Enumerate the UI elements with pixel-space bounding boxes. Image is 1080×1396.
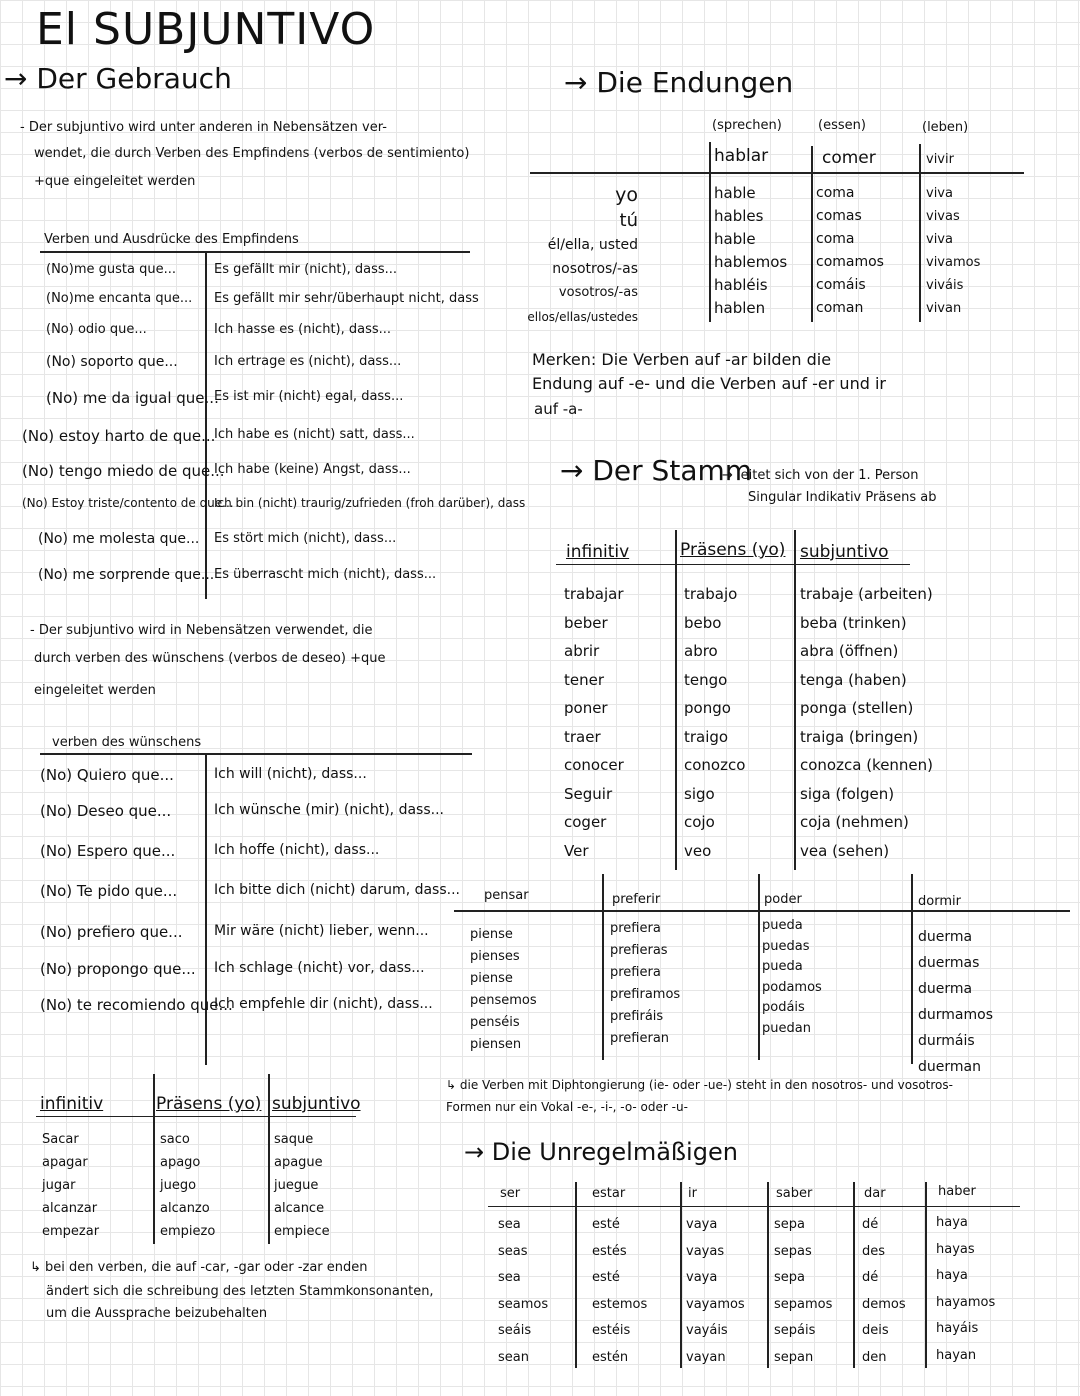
stamm-cell: traer [564,727,601,746]
orto-note-line-2: ändert sich die schreibung des letzten Stammkonsonanten, [46,1284,434,1299]
stamm-cell: conozca (kennen) [800,756,934,774]
endung-cell: hable [714,230,756,248]
stamm-cell: veo [684,841,712,860]
orto-header-praesens: Präsens (yo) [156,1094,262,1114]
unreg-cell: sepa [774,1270,805,1285]
endung-cell: viva [926,186,953,201]
section-heading-unregelmaessig: → Die Unregelmäßigen [464,1138,738,1166]
orto-cell: empiece [274,1224,330,1239]
orto-cell: alcanzo [160,1201,210,1216]
orto-note-line-3: um die Aussprache beizubehalten [46,1306,268,1321]
stamm-col-subjuntivo [800,580,933,865]
unreg-col-ir [686,1212,745,1371]
orto-cell: juegue [274,1178,319,1193]
endungen-col-vivir [926,182,980,320]
diptong-cell: puedan [762,1020,811,1036]
unreg-cell: estemos [592,1296,648,1312]
endungen-gloss-comer: (essen) [818,118,866,133]
unreg-header-haber: haber [938,1184,976,1199]
unreg-col-ser [498,1212,548,1371]
diptong-rule [454,910,1070,912]
orto-cell: saque [274,1132,314,1147]
orto-cell: empiezo [160,1224,216,1239]
diptong-cell: duerma [918,929,973,945]
unreg-cell: esté [592,1217,620,1232]
unreg-cell: seamos [498,1296,549,1312]
orto-header-subjuntivo: subjuntivo [272,1094,361,1114]
unreg-cell: haya [936,1268,968,1283]
wunsch-table-title: verben des wünschens [52,735,202,750]
endung-cell: hables [714,207,764,225]
stamm-cell: Seguir [564,784,613,803]
unreg-cell: sea [498,1270,521,1285]
wunsch-row-es: (No) Deseo que... [40,802,172,820]
unreg-divider-3 [767,1182,769,1368]
orto-divider-2 [268,1074,270,1244]
diptong-cell: piense [470,971,513,986]
diptong-header-pensar: pensar [484,888,529,903]
stamm-cell: conozco [684,756,746,774]
orto-divider-1 [153,1074,155,1244]
unreg-header-ir: ir [688,1186,697,1201]
orto-cell: Sacar [42,1132,79,1147]
orto-cell: jugar [42,1178,76,1193]
diptong-cell: penséis [470,1015,520,1030]
diptong-cell: pienses [470,949,520,964]
empfinden-row-de: Es ist mir (nicht) egal, dass... [214,389,404,404]
merken-line-1: Merken: Die Verben auf -ar bilden die [532,350,832,369]
person-label: nosotros/-as [552,261,638,277]
diptong-divider-3 [911,874,913,1064]
endungen-col-hablar [714,182,787,320]
stamm-note-line-2: Singular Indikativ Präsens ab [748,490,937,505]
orto-cell: alcanzar [42,1201,98,1216]
empfinden-row-de: Es gefällt mir sehr/überhaupt nicht, dass [214,291,479,306]
wunsch-row-es: (No) prefiero que... [40,923,183,941]
stamm-cell: Ver [564,841,589,860]
stamm-cell: coger [564,813,607,831]
stamm-cell: sigo [684,784,715,803]
endungen-col-comer [816,182,884,320]
stamm-cell: bebo [684,613,722,632]
wunsch-row-de: Ich empfehle dir (nicht), dass... [214,996,433,1012]
unreg-cell: haya [936,1215,968,1230]
unreg-cell: hayáis [936,1321,979,1336]
gebrauch-intro-line-3: +que eingeleitet werden [34,174,196,189]
empfinden-table-rule [40,251,470,253]
empfinden-row-de: Es gefällt mir (nicht), dass... [214,262,398,277]
endung-cell: comas [816,208,862,224]
endung-cell: comamos [816,254,884,270]
orto-col-infinitiv [42,1128,99,1243]
section-heading-endungen: → Die Endungen [564,66,794,99]
stamm-cell: vea (sehen) [800,841,890,860]
unreg-divider-4 [853,1182,855,1368]
empfinden-row-es: (No) Estoy triste/contento de que... [22,496,234,510]
wunsch-intro-line-2: durch verben des wünschens (verbos de deseo) +que [34,651,386,666]
merken-line-3: auf -a- [534,400,583,418]
stamm-cell: abro [684,642,718,660]
orto-rule [36,1116,356,1117]
diptong-cell: prefiera [610,921,661,936]
diptong-cell: pueda [762,918,803,933]
endung-cell: viváis [926,278,964,293]
unreg-cell: hayamos [936,1294,996,1310]
diptong-col-dormir [918,924,993,1080]
diptong-header-poder: poder [764,892,802,907]
wunsch-row-de: Ich wünsche (mir) (nicht), dass... [214,802,444,818]
wunsch-intro-line-1: - Der subjuntivo wird in Nebensätzen verwendet, die [30,623,373,638]
unreg-cell: sepa [774,1217,805,1232]
wunsch-row-es: (No) te recomiendo que... [40,996,233,1014]
stamm-cell: trabajar [564,585,624,603]
wunsch-row-es: (No) propongo que... [40,960,196,978]
stamm-cell: ponga (stellen) [800,699,914,717]
diptong-col-preferir [610,918,680,1050]
section-heading-stamm: → Der Stamm [560,454,753,487]
unreg-cell: estés [592,1243,627,1259]
stamm-cell: tengo [684,670,728,689]
stamm-col-infinitiv [564,580,624,865]
empfinden-row-de: Es überrascht mich (nicht), dass... [214,567,437,582]
stamm-divider-1 [675,530,677,870]
unreg-cell: seáis [498,1323,532,1338]
orto-col-praesens [160,1128,215,1243]
diptong-cell: prefiera [610,965,661,980]
stamm-header-infinitiv: infinitiv [566,542,630,562]
empfinden-row-es: (No)me encanta que... [46,291,193,306]
empfinden-row-es: (No) me sorprende que... [38,567,215,583]
endungen-divider-1 [709,142,711,322]
unreg-cell: hayas [936,1241,975,1257]
unreg-cell: dé [862,1270,879,1285]
unreg-header-estar: estar [592,1186,626,1201]
orto-header-infinitiv: infinitiv [40,1094,104,1114]
wunsch-row-de: Ich hoffe (nicht), dass... [214,842,380,858]
orto-cell: saco [160,1132,190,1147]
diptong-divider-2 [758,874,760,1060]
diptong-divider-1 [602,874,604,1060]
endungen-rule [530,172,1024,174]
unreg-cell: sepas [774,1243,812,1259]
wunsch-row-es: (No) Quiero que... [40,766,174,784]
diptong-cell: durmamos [918,1007,993,1023]
diptong-cell: prefieras [610,943,668,958]
unreg-col-haber [936,1210,995,1369]
person-label: vosotros/-as [558,285,638,300]
stamm-cell: traigo [684,727,729,746]
unreg-divider-2 [680,1182,682,1368]
empfinden-row-es: (No) me molesta que... [38,531,200,547]
stamm-cell: trabaje (arbeiten) [800,585,933,603]
unreg-cell: sean [498,1349,529,1365]
unreg-rule [488,1206,1020,1207]
unreg-cell: sepamos [774,1296,833,1312]
unreg-col-estar [592,1212,647,1371]
unreg-cell: vayan [686,1349,726,1365]
endungen-verb-vivir: vivir [926,152,954,167]
endungen-divider-2 [811,146,813,322]
empfinden-row-es: (No) estoy harto de que... [22,427,216,445]
stamm-cell: poner [564,699,608,717]
person-label: tú [619,210,638,231]
diptong-header-dormir: dormir [918,894,961,909]
unreg-col-dar [862,1212,906,1371]
stamm-header-subjuntivo: subjuntivo [800,542,889,562]
stamm-cell: pongo [684,699,731,717]
diptong-cell: podáis [762,1000,805,1015]
orto-cell: empezar [42,1224,100,1239]
diptong-cell: podamos [762,979,822,995]
stamm-cell: cojo [684,813,715,831]
unreg-cell: sea [498,1217,521,1232]
diptong-note-line-2: Formen nur ein Vokal -e-, -i-, -o- oder -u- [446,1100,688,1114]
wunsch-table-rule [40,753,472,755]
endung-cell: hable [714,184,756,202]
stamm-divider-2 [794,530,796,870]
stamm-cell: trabajo [684,585,738,603]
unreg-header-dar: dar [864,1186,886,1201]
unreg-cell: des [862,1243,886,1259]
diptong-cell: puedas [762,938,810,954]
stamm-cell: abrir [564,642,600,660]
unreg-header-saber: saber [776,1186,813,1201]
empfinden-row-es: (No) odio que... [46,322,147,337]
stamm-cell: tener [564,670,605,689]
unreg-cell: vaya [686,1270,718,1285]
unreg-cell: esté [592,1270,620,1285]
diptong-note-line-1: ↳ die Verben mit Diphtongierung (ie- oder -ue-) steht in den nosotros- und vosotros- [446,1078,953,1092]
stamm-rule [556,564,910,565]
diptong-cell: prefieran [610,1031,670,1046]
orto-note-line-1: ↳ bei den verben, die auf -car, -gar oder -zar enden [30,1260,368,1275]
stamm-note-line-1: → leitet sich von der 1. Person [722,468,919,483]
unreg-col-saber [774,1212,832,1371]
unreg-cell: seas [498,1243,528,1259]
endung-cell: comáis [816,277,866,293]
empfinden-row-de: Ich habe es (nicht) satt, dass... [214,427,415,442]
empfinden-row-es: (No) soporto que... [46,354,178,370]
diptong-col-pensar [470,924,537,1056]
stamm-cell: tenga (haben) [800,670,907,689]
unreg-divider-1 [575,1182,577,1368]
wunsch-row-es: (No) Te pido que... [40,882,178,900]
endungen-verb-hablar: hablar [714,146,769,166]
person-label: ellos/ellas/ustedes [527,310,638,324]
empfinden-row-de: Es stört mich (nicht), dass... [214,531,397,546]
unreg-cell: dé [862,1217,879,1232]
orto-cell: apago [160,1155,201,1170]
wunsch-intro-line-3: eingeleitet werden [34,683,156,698]
wunsch-row-de: Ich will (nicht), dass... [214,766,367,782]
empfinden-row-de: Ich hasse es (nicht), dass... [214,322,392,337]
empfinden-table-divider [205,253,207,599]
wunsch-row-es: (No) Espero que... [40,842,176,860]
unreg-cell: hayan [936,1347,977,1363]
endung-cell: habléis [714,276,768,294]
orto-cell: apagar [42,1155,88,1170]
endung-cell: vivan [926,301,962,316]
diptong-cell: durmáis [918,1033,975,1049]
stamm-cell: beba (trinken) [800,613,907,632]
diptong-cell: prefiráis [610,1009,664,1024]
person-label: él/ella, usted [547,237,638,253]
unreg-cell: vayas [686,1243,725,1259]
stamm-cell: conocer [564,756,624,774]
wunsch-table-divider [205,755,207,1065]
unreg-cell: sepáis [774,1323,816,1338]
gebrauch-intro-line-1: - Der subjuntivo wird unter anderen in Nebensätzen ver- [20,120,387,135]
diptong-cell: piense [470,927,513,942]
endung-cell: hablen [714,299,766,317]
empfinden-row-es: (No) me da igual que... [46,389,219,407]
orto-cell: apague [274,1155,323,1170]
diptong-col-poder [762,916,822,1039]
unreg-cell: sepan [774,1349,814,1365]
person-label: yo [615,184,638,206]
endung-cell: vivamos [926,255,981,270]
wunsch-row-de: Ich schlage (nicht) vor, dass... [214,960,425,976]
stamm-header-praesens: Präsens (yo) [680,540,786,560]
page-title: El SUBJUNTIVO [36,4,376,55]
wunsch-row-de: Ich bitte dich (nicht) darum, dass... [214,882,460,898]
endung-cell: coma [816,231,855,247]
unreg-cell: vayamos [686,1296,745,1312]
empfinden-table-title: Verben und Ausdrücke des Empfindens [44,232,299,247]
diptong-cell: duerma [918,981,973,997]
endung-cell: vivas [926,209,960,224]
empfinden-row-de: Ich bin (nicht) traurig/zufrieden (froh darüber), dass [214,496,526,510]
endung-cell: coman [816,300,864,316]
merken-line-2: Endung auf -e- und die Verben auf -er und ir [532,374,886,393]
diptong-cell: duerman [918,1059,981,1075]
diptong-cell: prefiramos [610,987,681,1002]
orto-cell: juego [160,1178,197,1193]
empfinden-row-de: Ich habe (keine) Angst, dass... [214,462,411,477]
unreg-cell: estéis [592,1323,631,1338]
stamm-cell: traiga (bringen) [800,727,919,746]
unreg-divider-5 [925,1182,927,1368]
stamm-cell: siga (folgen) [800,784,895,803]
unreg-cell: vayáis [686,1323,728,1338]
endungen-divider-3 [919,144,921,322]
stamm-cell: coja (nehmen) [800,813,909,831]
orto-col-subjuntivo [274,1128,330,1243]
endung-cell: viva [926,232,953,247]
empfinden-row-es: (No)me gusta que... [46,262,176,277]
stamm-cell: beber [564,613,608,632]
endungen-gloss-hablar: (sprechen) [712,118,782,133]
stamm-cell: abra (öffnen) [800,642,899,660]
gebrauch-intro-line-2: wendet, die durch Verben des Empfindens (verbos de sentimiento) [34,146,470,161]
diptong-cell: pensemos [470,993,537,1008]
diptong-cell: duermas [918,955,980,971]
empfinden-row-de: Ich ertrage es (nicht), dass... [214,354,402,369]
unreg-header-ser: ser [500,1186,521,1201]
unreg-cell: estén [592,1349,629,1365]
diptong-cell: piensen [470,1037,522,1052]
unreg-cell: vaya [686,1217,718,1232]
diptong-cell: pueda [762,959,803,974]
diptong-header-preferir: preferir [612,892,661,907]
unreg-cell: deis [862,1323,889,1338]
endung-cell: coma [816,185,855,201]
section-heading-gebrauch: → Der Gebrauch [4,62,232,95]
endung-cell: hablemos [714,253,788,271]
endungen-gloss-vivir: (leben) [922,120,969,135]
endungen-verb-comer: comer [822,148,876,168]
empfinden-row-es: (No) tengo miedo de que... [22,462,225,480]
unreg-cell: den [862,1349,887,1365]
unreg-cell: demos [862,1296,906,1312]
wunsch-row-de: Mir wäre (nicht) lieber, wenn... [214,923,429,939]
orto-cell: alcance [274,1201,325,1216]
stamm-col-praesens [684,580,745,865]
endungen-persons [518,182,638,329]
